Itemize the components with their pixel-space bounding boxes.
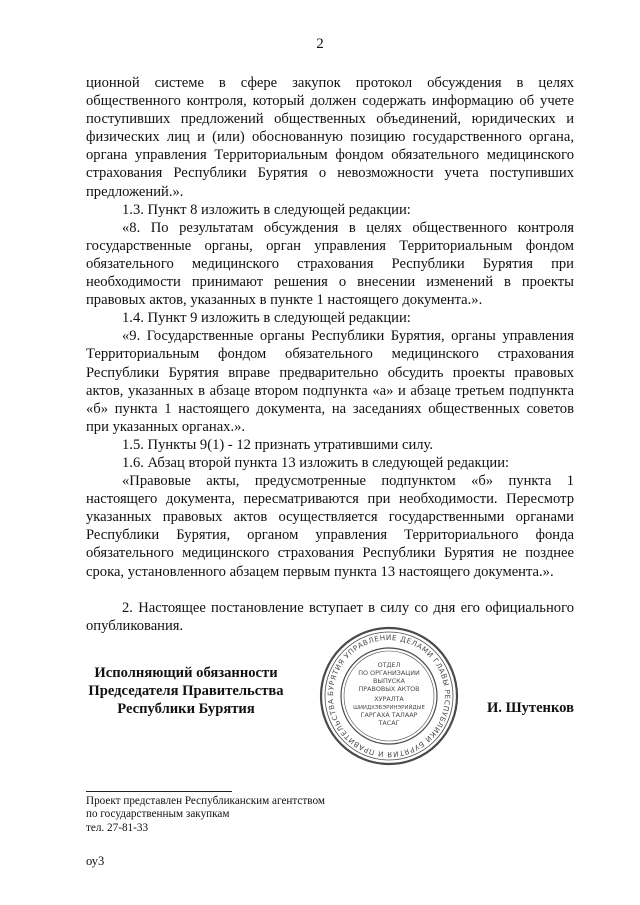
paragraph-item-1-5: 1.5. Пункты 9(1) - 12 признать утратившими силу. xyxy=(122,436,434,453)
seal-ring-text: БУРЯТИЯ УПРАВЛЕНИЕ ДЕЛАМИ ГЛАВЫ РЕСПУБЛИКИ БУРЯТИЯ И ПРАВИТЕЛЬСТВА xyxy=(325,632,453,760)
signatory-name: И. Шутенков xyxy=(486,700,574,716)
signatory-title-line: Исполняющий обязанности xyxy=(94,665,278,681)
paragraph-effective-date: 2. Настоящее постановление вступает в силу со дня его официального опубликования. xyxy=(86,599,574,634)
paragraph-item-1-6: 1.6. Абзац второй пункта 13 изложить в следующей редакции: xyxy=(122,454,510,471)
seal-center-line: ОТДЕЛ xyxy=(377,661,401,669)
footnote-divider xyxy=(86,791,232,792)
seal-center-line: ВЫПУСКА xyxy=(372,677,406,685)
paragraph-continuation: ционной системе в сфере закупок протокол обсуждения в целях общественного контроля, который должен содержать информацию об учете поступивших предложений общественных объединений, юридических и физических лиц и (или) обоснованную позицию государственного органа, органа управления Территориальным фондом обязательного медицинского страхования Республики Бурятия о невозможности учета поступивших предложений.». xyxy=(86,75,574,200)
signatory-title-line: Председателя Правительства xyxy=(88,683,284,699)
footnote xyxy=(86,795,406,835)
footnote-line: по государственным закупкам xyxy=(86,808,230,821)
paragraph-item-1-3: 1.3. Пункт 8 изложить в следующей редакции: xyxy=(122,201,411,218)
seal-center-line: ПРАВОВЫХ АКТОВ xyxy=(358,685,420,693)
paragraph-point-13: «Правовые акты, предусмотренные подпунктом «б» пункта 1 настоящего документа, пересматриваются при необходимости. Пересмотр указанных правовых актов осуществляется государственными органами Республики Бурятия, органом управления Территориального фонда обязательного медицинского страхования Республики Бурятия не позднее срока, установленного абзацем первым пункта 13 настоящего документа.». xyxy=(86,473,574,580)
seal-center-line: ТАСАГ xyxy=(378,719,400,727)
document-body xyxy=(86,74,574,635)
seal-center-line: ГАРГАХА ТАЛААР xyxy=(360,711,418,719)
paragraph-point-9: «9. Государственные органы Республики Бурятия, органы управления Территориальным фондом обязательного медицинского страхования Республики Бурятия вправе предварительно обсудить проекты правовых актов, указанных в абзаце втором подпункта «а» и абзаце третьем подпункта «б» пункта 1 настоящего документа, на заседаниях общественных советов при указанных органах.». xyxy=(86,328,574,435)
signatory-title xyxy=(86,664,286,718)
official-seal xyxy=(318,625,460,767)
document-code: оу3 xyxy=(86,854,105,868)
signatory-title-line: Республики Бурятия xyxy=(117,701,255,717)
seal-center-line: ХУРАЛТА xyxy=(374,695,404,703)
seal-center-line: ПО ОРГАНИЗАЦИИ xyxy=(358,669,420,677)
seal-icon xyxy=(318,625,460,767)
paragraph-point-8: «8. По результатам обсуждения в целях общественного контроля государственные органы, орган управления Территориальным фондом обязательного медицинского страхования Республики Бурятия при необходимости принимают решения о внесении изменений в проекты правовых актов, указанных в пункте 1 настоящего документа.». xyxy=(86,219,574,309)
footnote-line: Проект представлен Республиканским агентством xyxy=(86,795,325,807)
footnote-line: тел. 27-81-33 xyxy=(86,821,149,834)
seal-center-line: ШИИДХЭБЭРИНЭРИЙДЫЕ xyxy=(353,705,425,711)
page-number: 2 xyxy=(316,36,324,52)
paragraph-item-1-4: 1.4. Пункт 9 изложить в следующей редакции: xyxy=(122,310,411,327)
